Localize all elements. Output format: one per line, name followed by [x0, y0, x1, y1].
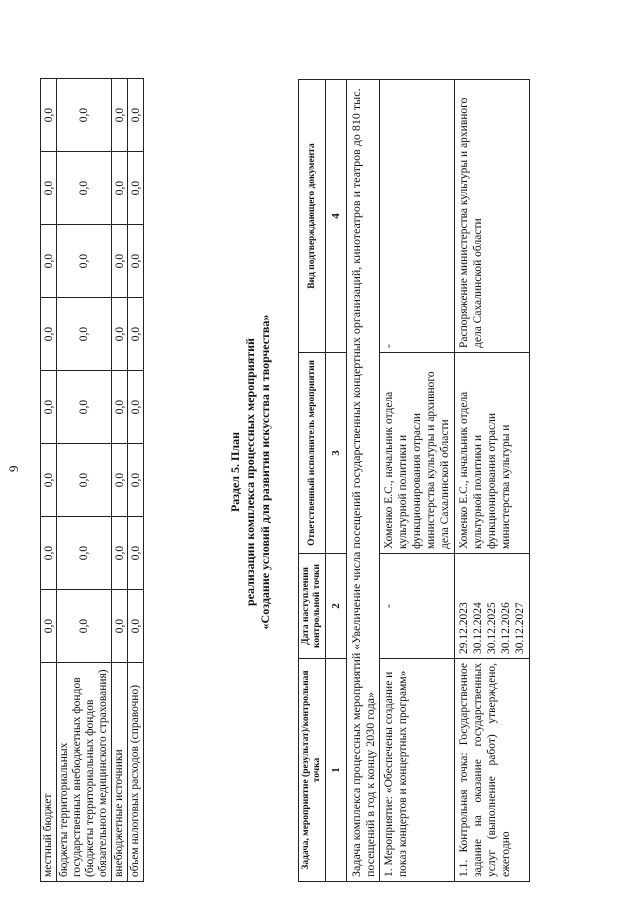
- budget-table: [40, 78, 144, 882]
- budget-value: 0,0: [128, 371, 144, 444]
- table-row: [380, 80, 455, 882]
- event-date: -: [380, 554, 455, 659]
- budget-value: 0,0: [128, 444, 144, 517]
- budget-value: 0,0: [112, 517, 128, 590]
- budget-value: 0,0: [41, 152, 57, 225]
- header-col-3: Ответственный исполнитель мероприятия: [299, 353, 326, 554]
- budget-value: 0,0: [57, 79, 112, 152]
- budget-value: 0,0: [41, 590, 57, 663]
- col-number-2: 2: [326, 554, 347, 659]
- budget-value: 0,0: [128, 152, 144, 225]
- header-col-2: Дата наступления контрольной точки: [299, 554, 326, 659]
- event-responsible: Хоменко Е.С., начальник отдела культурной политики и функционирования отрасли министерства культуры и архивного дела Сахалинской области: [380, 353, 455, 554]
- plan-header-row: [299, 80, 326, 882]
- col-number-4: 4: [326, 80, 347, 353]
- task-text: Задача комплекса процессных мероприятий «Увеличение числа посещений государственных концертных организаций, кинотеатров и театров до 810 тыс. посещений в год к концу 2030 года»: [347, 80, 380, 882]
- budget-value: 0,0: [41, 371, 57, 444]
- budget-row: [112, 79, 128, 882]
- checkpoint-description: 1.1. Контрольная точка: Государственное задание на оказание государственных услуг (выполнение работ) утверждено, ежегодно: [455, 659, 530, 882]
- section-subtitle: реализации комплекса процессных мероприятий: [243, 338, 257, 606]
- section-heading: [228, 62, 273, 882]
- budget-value: 0,0: [112, 590, 128, 663]
- budget-value: 0,0: [128, 298, 144, 371]
- budget-row: [57, 79, 112, 882]
- budget-value: 0,0: [57, 444, 112, 517]
- col-number-3: 3: [326, 353, 347, 554]
- budget-value: 0,0: [57, 590, 112, 663]
- budget-row: [41, 79, 57, 882]
- event-description: 1. Мероприятие: «Обеспечены создание и показ концертов и концертных программ»: [380, 659, 455, 882]
- section-name: «Создание условий для развития искусства и творчества»: [258, 314, 272, 630]
- section-title: Раздел 5. План: [228, 431, 242, 513]
- budget-value: 0,0: [112, 152, 128, 225]
- budget-row: [128, 79, 144, 882]
- budget-value: 0,0: [128, 590, 144, 663]
- budget-value: 0,0: [57, 371, 112, 444]
- budget-value: 0,0: [41, 79, 57, 152]
- budget-value: 0,0: [57, 517, 112, 590]
- budget-row-label: объем налоговых расходов (справочно): [128, 663, 144, 882]
- budget-value: 0,0: [41, 517, 57, 590]
- budget-value: 0,0: [57, 152, 112, 225]
- checkpoint-dates: 29.12.2023 30.12.2024 30.12.2025 30.12.2026 30.12.2027: [455, 554, 530, 659]
- budget-value: 0,0: [57, 298, 112, 371]
- header-col-1: Задача, мероприятие (результат)/контрольная точка: [299, 659, 326, 882]
- budget-row-label: внебюджетные источники: [112, 663, 128, 882]
- table-row: [455, 80, 530, 882]
- budget-value: 0,0: [41, 225, 57, 298]
- plan-number-row: [326, 80, 347, 882]
- budget-value: 0,0: [112, 444, 128, 517]
- header-col-4: Вид подтверждающего документа: [299, 80, 326, 353]
- budget-value: 0,0: [57, 225, 112, 298]
- checkpoint-responsible: Хоменко Е.С., начальник отдела культурной политики и функционирования отрасли министерства культуры и: [455, 353, 530, 554]
- budget-value: 0,0: [112, 225, 128, 298]
- budget-row-label: бюджеты территориальных государственных внебюджетных фондов (бюджеты территориальных фондов обязательного медицинского страхования): [57, 663, 112, 882]
- budget-value: 0,0: [112, 371, 128, 444]
- budget-value: 0,0: [128, 225, 144, 298]
- task-row: [347, 80, 380, 882]
- budget-value: 0,0: [128, 79, 144, 152]
- plan-table: [298, 79, 530, 882]
- budget-value: 0,0: [41, 444, 57, 517]
- event-document: -: [380, 80, 455, 353]
- budget-value: 0,0: [112, 298, 128, 371]
- budget-value: 0,0: [41, 298, 57, 371]
- col-number-1: 1: [326, 659, 347, 882]
- checkpoint-document: Распоряжение министерства культуры и архивного дела Сахалинской области: [455, 80, 530, 353]
- budget-value: 0,0: [112, 79, 128, 152]
- page-number: 9: [6, 465, 21, 472]
- budget-row-label: местный бюджет: [41, 663, 57, 882]
- budget-value: 0,0: [128, 517, 144, 590]
